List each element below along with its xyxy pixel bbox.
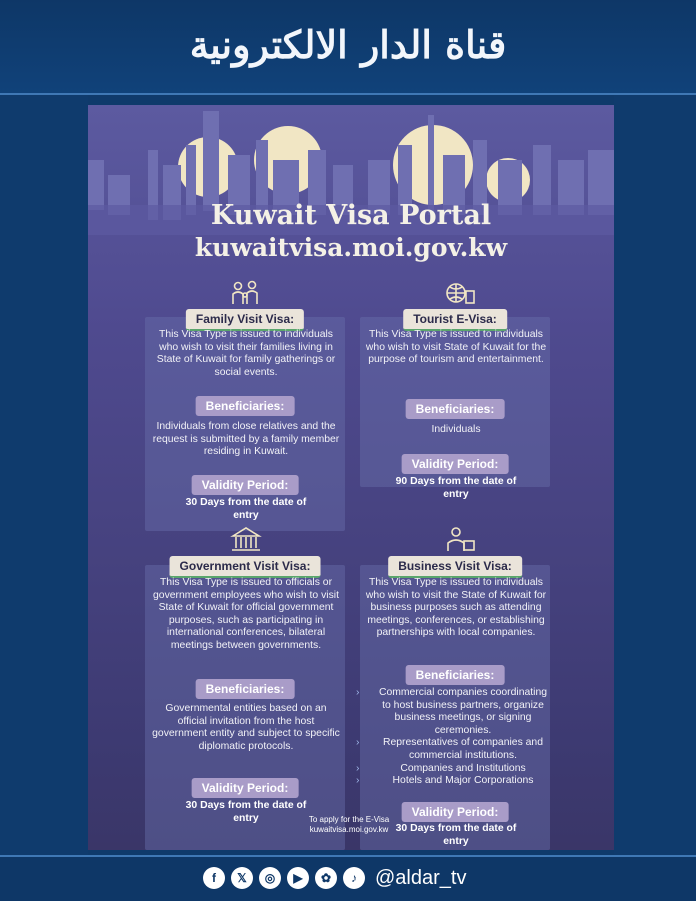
list-item: › Representatives of companies and commercial institutions. (356, 737, 543, 761)
left-frame (0, 95, 88, 855)
tourist-beneficiaries-label: Beneficiaries: (406, 399, 505, 419)
government-validity-value: 30 Days from the date of entry (185, 800, 307, 824)
family-icon (230, 279, 262, 307)
channel-handle[interactable]: @aldar_tv (375, 866, 467, 889)
youtube-icon[interactable]: ▶ (287, 867, 309, 889)
chevron-right-icon: › (356, 687, 360, 698)
family-beneficiaries-label: Beneficiaries: (196, 396, 295, 416)
tourist-validity-value: 90 Days from the date of entry (395, 476, 517, 500)
family-beneficiaries-text: Individuals from close relatives and the request is submitted by a family member residing in Kuwait. (152, 421, 340, 458)
business-visa-title: Business Visit Visa: (388, 556, 522, 578)
poster-url: kuwaitvisa.moi.gov.kw (194, 233, 508, 262)
chevron-right-icon: › (356, 737, 360, 749)
family-validity-label: Validity Period: (192, 475, 299, 495)
business-beneficiaries-label: Beneficiaries: (406, 665, 505, 685)
government-building-icon (230, 525, 262, 553)
snapchat-icon[interactable]: ✿ (315, 867, 337, 889)
business-validity-value: 30 Days from the date of entry (395, 823, 517, 847)
poster-title: Kuwait Visa Portal (210, 200, 492, 231)
apply-text: To apply for the E-Visa (308, 815, 390, 824)
apply-note (300, 815, 398, 835)
chevron-right-icon: › (356, 775, 360, 787)
footer-divider (0, 855, 696, 857)
business-beneficiaries-list (356, 687, 552, 788)
header-divider (0, 93, 696, 95)
apply-url[interactable]: kuwaitvisa.moi.gov.kw (309, 825, 389, 834)
family-visa-title: Family Visit Visa: (186, 309, 304, 331)
family-visa-description: This Visa Type is issued to individuals who wish to visit their families living in State of Kuwait for family gatherings or social events. (156, 329, 336, 378)
family-validity-value: 30 Days from the date of entry (185, 497, 307, 521)
list-item: › Commercial companies coordinating to host business partners, organize business meetings, or signing ceremonies. (356, 687, 548, 736)
tourist-icon (444, 279, 476, 307)
chevron-right-icon: › (356, 762, 360, 774)
facebook-icon[interactable]: f (203, 867, 225, 889)
list-item: › Hotels and Major Corporations (356, 775, 534, 787)
channel-header (0, 0, 696, 95)
tourist-visa-description: This Visa Type is issued to individuals who wish to visit State of Kuwait for the purpose of tourism and entertainment. (365, 329, 547, 366)
visa-poster (88, 105, 614, 850)
government-beneficiaries-label: Beneficiaries: (196, 679, 295, 699)
tourist-validity-label: Validity Period: (402, 454, 509, 474)
government-visa-description: This Visa Type is issued to officials or government employees who wish to visit State of Kuwait for official government purposes, such as participating in international conferences, bilateral meetings between governments. (153, 577, 339, 651)
tourist-beneficiaries-text: Individuals (431, 424, 481, 435)
social-links (203, 866, 466, 890)
business-person-icon (444, 525, 476, 553)
channel-name: قناة الدار الالكترونية (189, 22, 507, 67)
x-icon[interactable]: 𝕏 (231, 867, 253, 889)
list-item: › Companies and Institutions (356, 762, 526, 774)
right-frame (614, 95, 696, 855)
government-visa-title: Government Visit Visa: (170, 556, 321, 578)
government-beneficiaries-text: Governmental entities based on an official invitation from the host government entity and subject to specific diplomatic protocols. (152, 703, 340, 752)
instagram-icon[interactable]: ◎ (259, 867, 281, 889)
business-validity-label: Validity Period: (402, 802, 509, 822)
government-validity-label: Validity Period: (192, 778, 299, 798)
tiktok-icon[interactable]: ♪ (343, 867, 365, 889)
tourist-visa-title: Tourist E-Visa: (403, 309, 507, 331)
business-visa-description: This Visa Type is issued to individuals who wish to visit the State of Kuwait for business purposes such as attending meetings, conferences, or establishing partnerships with local companies. (365, 577, 547, 639)
